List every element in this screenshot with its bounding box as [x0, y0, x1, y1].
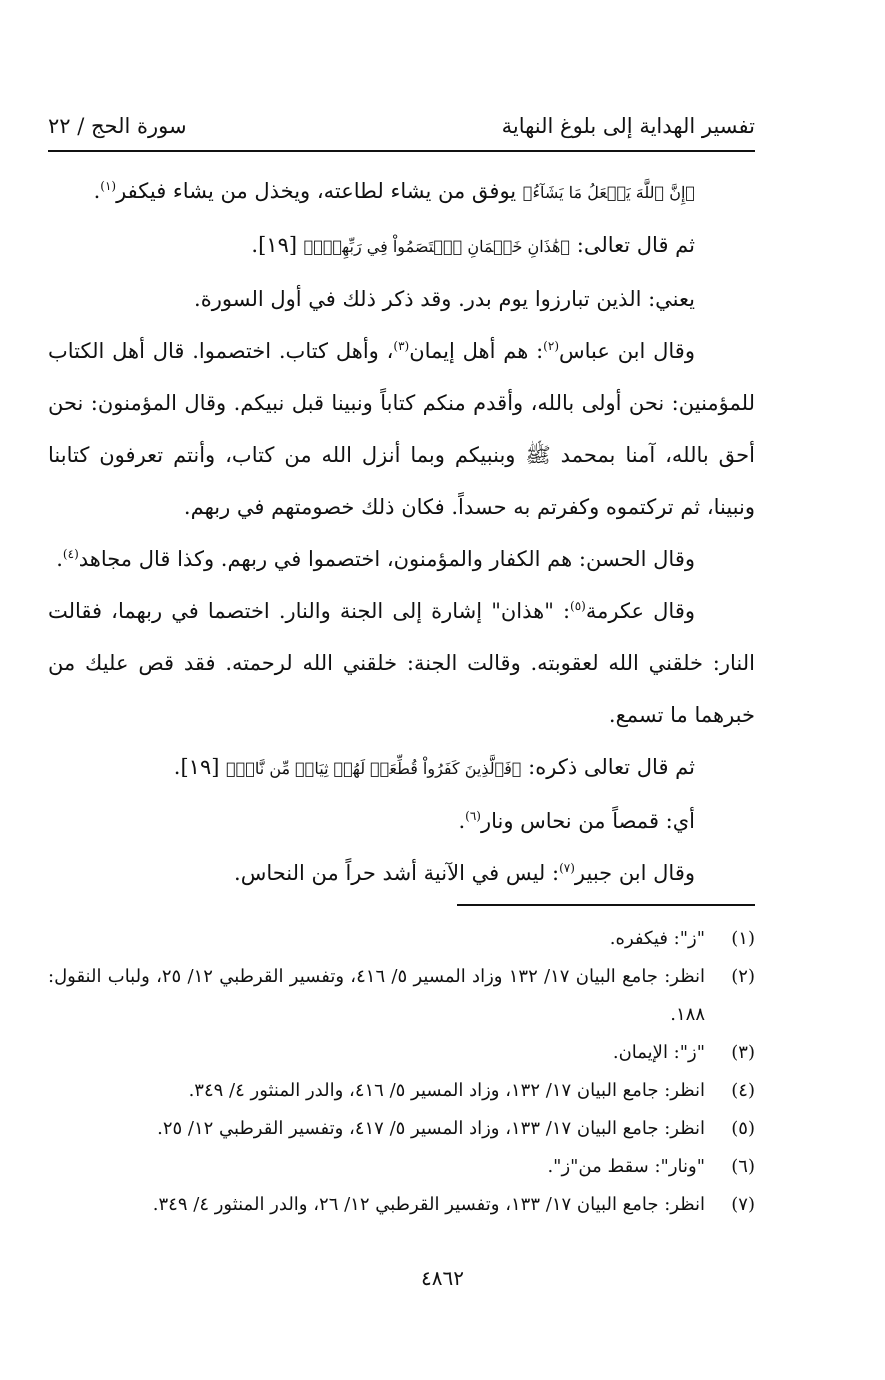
paragraph-text: .: [93, 179, 101, 203]
footnote-text: "ز": الإيمان.: [612, 1042, 705, 1063]
footnote: [48, 1148, 755, 1186]
verse-number: [١٩].: [173, 755, 227, 779]
footnote-ref: (٦): [465, 809, 481, 823]
footnote-text: "ز": فيكفره.: [609, 928, 705, 949]
footnote-text: انظر: جامع البيان ١٧/ ١٣٢ وزاد المسير ٥/ ٤١٦، وتفسير القرطبي ١٢/ ٢٥، ولباب النقول: ١٨٨.: [48, 966, 705, 1025]
footnote-number: (٢): [731, 966, 755, 987]
footnote-number: (٦): [731, 1156, 755, 1177]
footnote-ref: (٣): [393, 339, 410, 353]
footnote-number: (٥): [731, 1118, 755, 1139]
paragraph-text: ثم قال تعالى:: [570, 233, 695, 257]
footnote: [48, 958, 755, 1034]
paragraph: [48, 165, 755, 219]
footnote-number: (١): [731, 928, 755, 949]
surah-label: سورة الحج / ٢٢: [48, 114, 187, 138]
paragraph: [48, 533, 755, 585]
paragraph: [48, 585, 755, 741]
footnote-text: انظر: جامع البيان ١٧/ ١٣٢، وزاد المسير ٥/ ٤١٦، والدر المنثور ٤/ ٣٤٩.: [188, 1080, 705, 1101]
footnote: [48, 1110, 755, 1148]
running-header: [48, 108, 755, 148]
book-title: تفسير الهداية إلى بلوغ النهاية: [501, 114, 755, 138]
footnote: [48, 1186, 755, 1224]
footnote-ref: (٧): [559, 861, 575, 875]
paragraph: [48, 325, 755, 533]
footnote-text: انظر: جامع البيان ١٧/ ١٣٣، وزاد المسير ٥/ ٤١٧، وتفسير القرطبي ١٢/ ٢٥.: [157, 1118, 705, 1139]
paragraph-text: يعني: الذين تبارزوا يوم بدر. وقد ذكر ذلك في أول السورة.: [194, 287, 695, 311]
paragraph-text: وقال الحسن: هم الكفار والمؤمنون، اختصموا في ربهم. وكذا قال مجاهد: [78, 547, 695, 571]
verse-number: [١٩].: [251, 233, 304, 257]
footnote-divider: [457, 904, 755, 906]
paragraph-text: .: [56, 547, 63, 571]
paragraph-text: : ليس في الآنية أشد حراً من النحاس.: [234, 861, 560, 885]
paragraph-text: : هم أهل إيمان: [409, 339, 544, 363]
paragraph: [48, 273, 755, 325]
quran-verse: ﴿هَٰذَانِ خَصۡمَانِ ٱخۡتَصَمُواْ فِي رَبِّهِمۡۖ﴾: [303, 237, 571, 256]
paragraph-text: : "هذان" إشارة إلى الجنة والنار. اختصما في ربهما، فقالت النار: خلقني الله لعقوبته. وقالت الجنة: خلقني الله لرحمته. فقد قص عليك من خبرهما ما تسمع.: [48, 599, 755, 727]
paragraph: [48, 219, 755, 273]
main-text: [48, 165, 755, 899]
paragraph: [48, 741, 755, 795]
paragraph: [48, 847, 755, 899]
footnote-text: انظر: جامع البيان ١٧/ ١٣٣، وتفسير القرطبي ١٢/ ٢٦، والدر المنثور ٤/ ٣٤٩.: [152, 1194, 705, 1215]
paragraph-text: يوفق من يشاء لطاعته، ويخذل من يشاء فيكفر: [116, 179, 523, 203]
paragraph-text: ، وأهل كتاب. اختصموا. قال أهل الكتاب للمؤمنين: نحن أولى بالله، وأقدم منكم كتاباً ونبينا قبل نبيكم. وقال المؤمنون: نحن أحق بالله، آمنا بمحمد ﷺ وبنبيكم وبما أنزل الله من كتاب، وأنتم تعرفون كتابنا ونبينا، ثم تركتموه وكفرتم به حسداً. فكان ذلك خصومتهم في ربهم.: [48, 339, 755, 519]
paragraph-text: وقال ابن عباس: [559, 339, 695, 363]
footnote-ref: (١): [100, 179, 117, 193]
footnote-ref: (٥): [570, 599, 586, 613]
footnote-number: (٤): [731, 1080, 755, 1101]
paragraph-text: .: [458, 809, 466, 833]
footnote: [48, 920, 755, 958]
footnote-text: "ونار": سقط من"ز".: [547, 1156, 705, 1177]
paragraph-text: وقال عكرمة: [585, 599, 696, 623]
footnote-ref: (٤): [62, 547, 79, 561]
footnote: [48, 1034, 755, 1072]
page-number: ٤٨٦٢: [421, 1266, 464, 1290]
paragraph-text: أي: قمصاً من نحاس ونار: [480, 809, 695, 833]
footnote-ref: (٢): [543, 339, 559, 353]
header-divider: [48, 150, 755, 152]
paragraph-text: ثم قال تعالى ذكره:: [521, 755, 695, 779]
footnote-number: (٣): [731, 1042, 755, 1063]
footnote-number: (٧): [731, 1194, 755, 1215]
paragraph-text: وقال ابن جبير: [574, 861, 695, 885]
footnote: [48, 1072, 755, 1110]
footnotes: [48, 920, 755, 1224]
quran-verse: ﴿إِنَّ ٱللَّهَ يَفۡعَلُ مَا يَشَآءُ﴾: [522, 183, 695, 202]
quran-verse: ﴿فَٱلَّذِينَ كَفَرُواْ قُطِّعَتۡ لَهُمۡ ثِيَابٞ مِّن نَّارٖ﴾: [226, 759, 522, 778]
paragraph: [48, 795, 755, 847]
